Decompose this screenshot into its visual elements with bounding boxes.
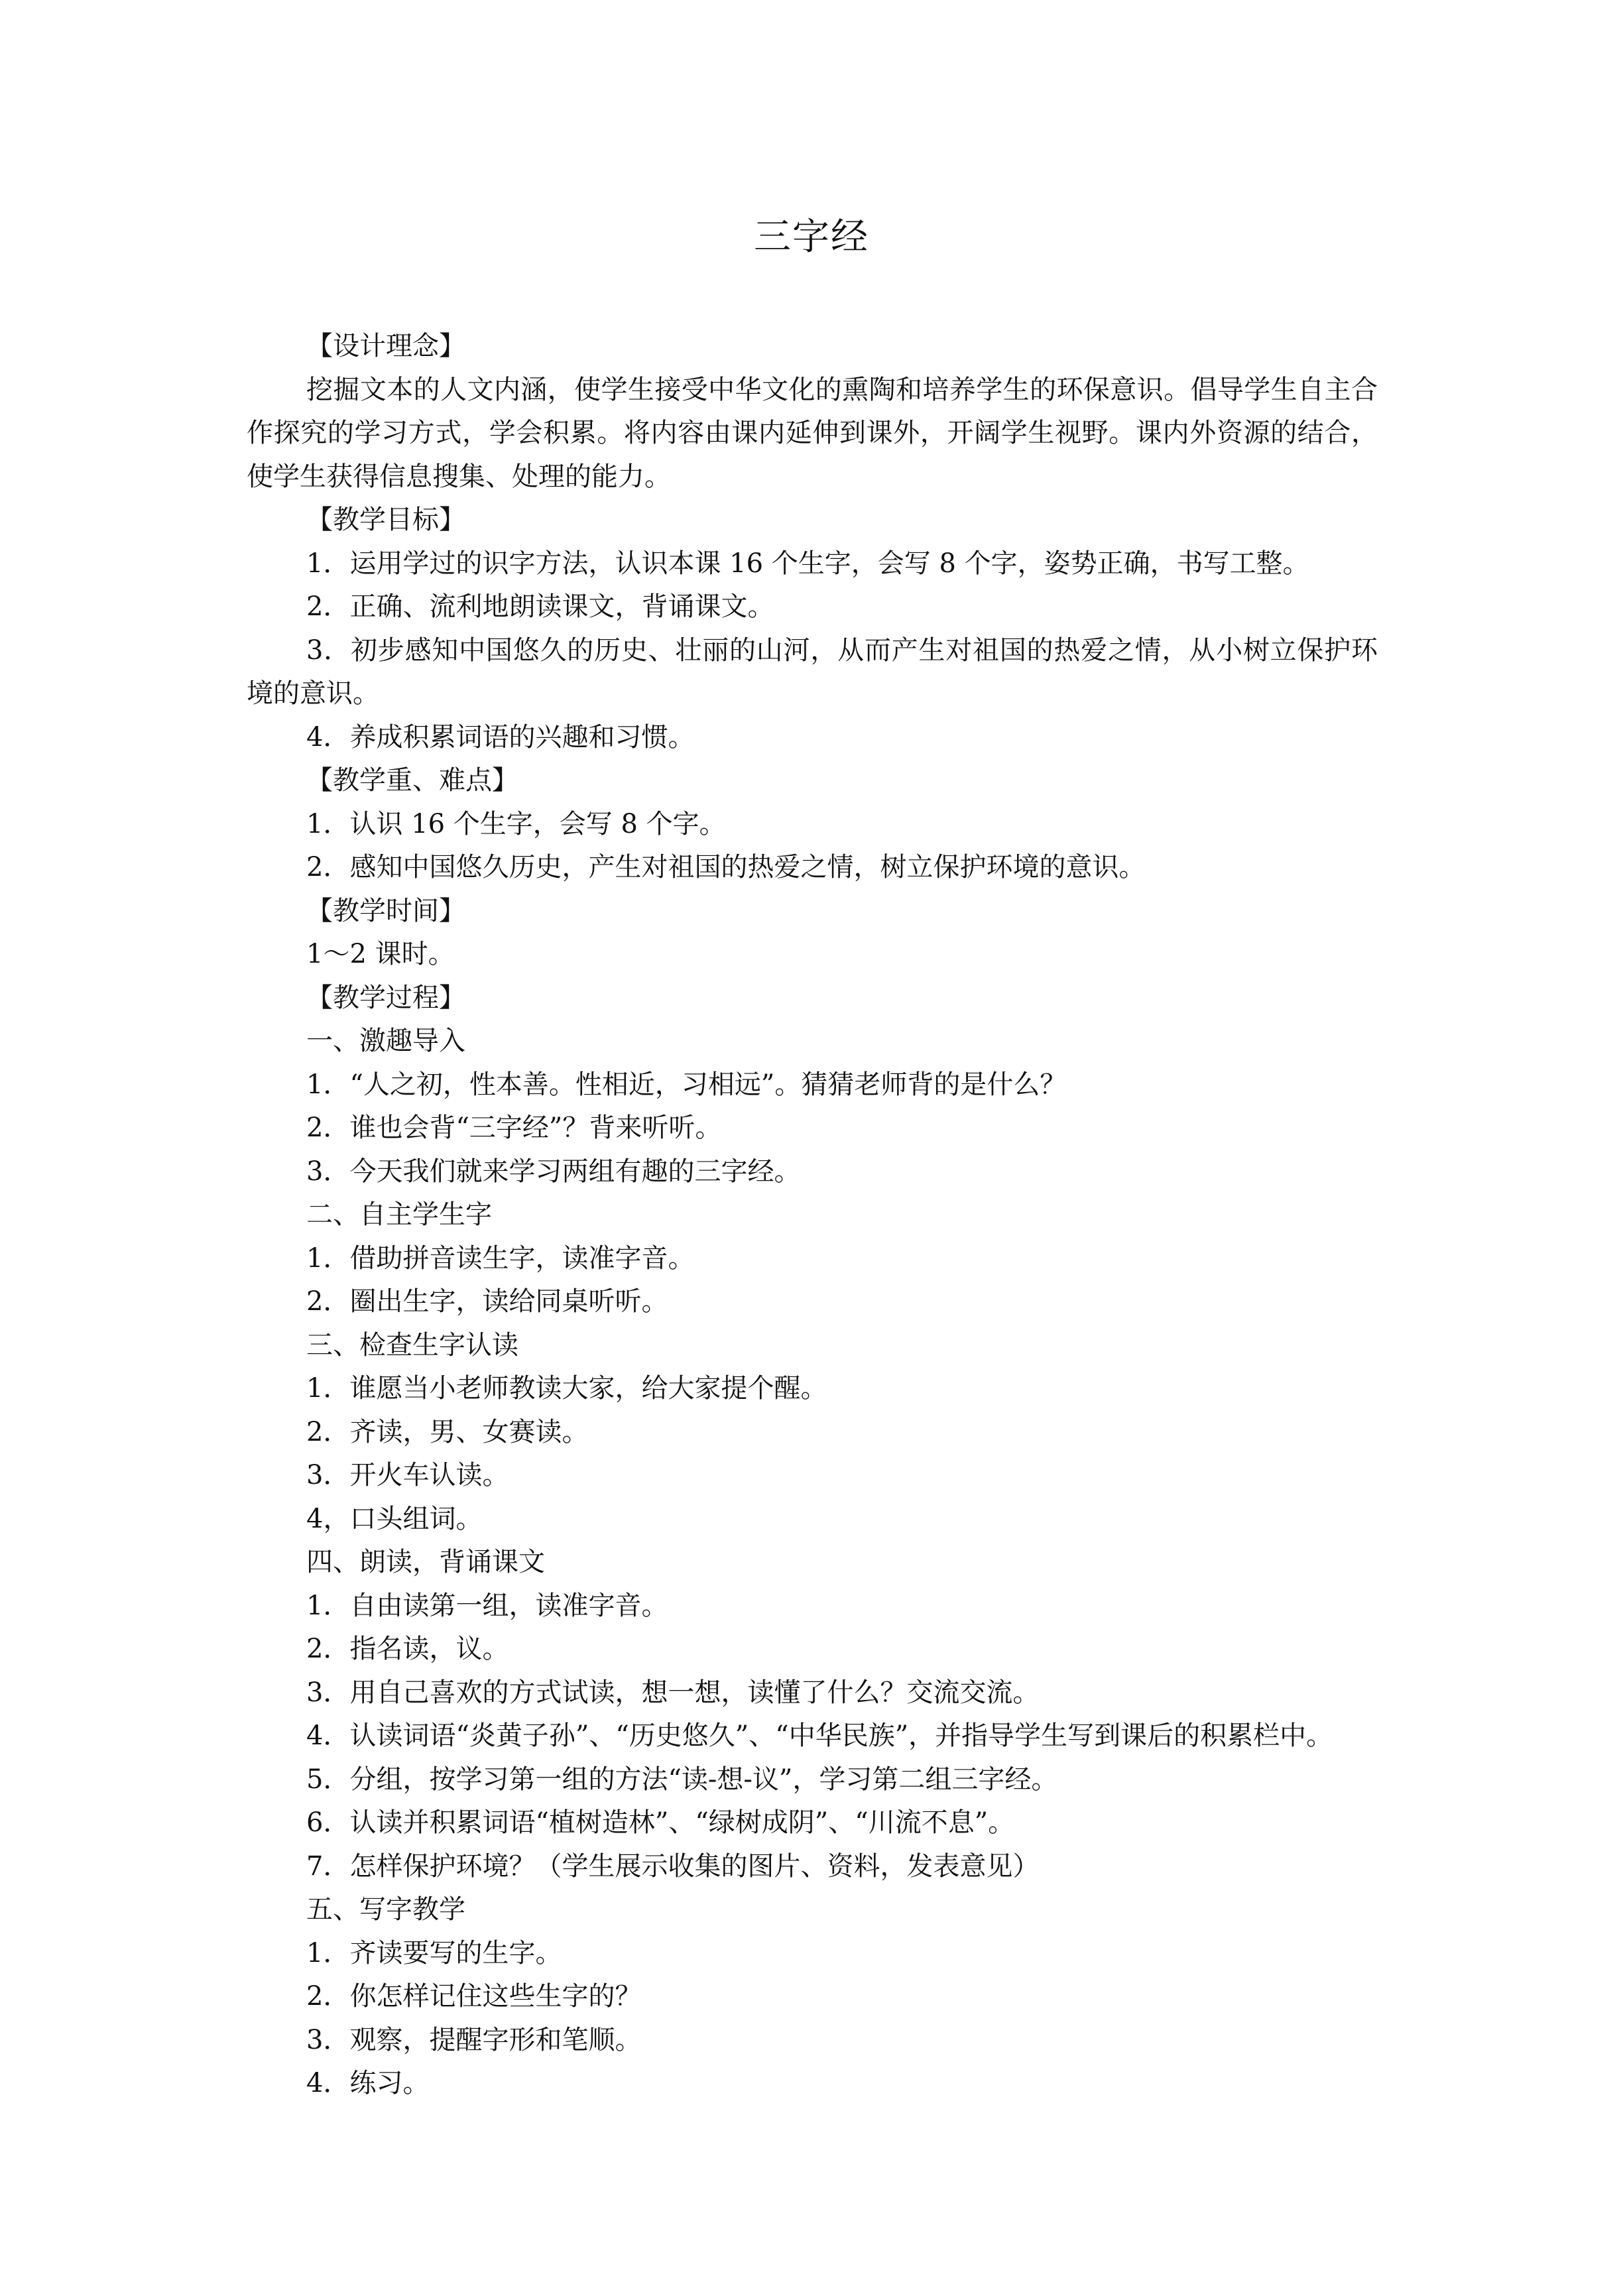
process-step-item: 2．谁也会背“三字经”？背来听听。 [306,1113,722,1143]
process-step-item: 3．用自己喜欢的方式试读，想一想，读懂了什么？交流交流。 [306,1677,1040,1708]
process-step-item: 4．认读词语“炎黄子孙”、“历史悠久”、“中华民族”，并指导学生写到课后的积累栏中。 [306,1721,1333,1751]
document-body [247,325,1378,2106]
key-point-item: 2．感知中国悠久历史，产生对祖国的热爱之情，树立保护环境的意识。 [306,852,1146,882]
goals-heading: 【教学目标】 [306,505,465,535]
process-step-heading: 一、激趣导入 [306,1026,465,1056]
process-heading: 【教学过程】 [306,982,465,1013]
process-step-item: 1．借助拼音读生字，读准字音。 [306,1242,695,1274]
goal-item: 2．正确、流利地朗读课文，背诵课文。 [306,591,774,622]
design-heading: 【设计理念】 [306,331,465,361]
process-step-item: 3．观察，提醒字形和笔顺。 [306,2024,642,2055]
goal-item: 1．运用学过的识字方法，认识本课 16 个生字，会写 8 个字，姿势正确，书写工整。 [306,548,1309,579]
goal-item: 3．初步感知中国悠久的历史、壮丽的山河，从而产生对祖国的热爱之情，从小树立保护环境的意识。 [247,634,1378,709]
process-step-item: 6．认读并积累词语“植树造林”、“绿树成阴”、“川流不息”。 [306,1807,1015,1838]
design-body: 挖掘文本的人文内涵，使学生接受中华文化的熏陶和培养学生的环保意识。倡导学生自主合作探究的学习方式，学会积累。将内容由课内延伸到课外，开阔学生视野。课内外资源的结合，使学生获得信息搜集、处理的能力。 [247,374,1378,492]
key-point-item: 1．认识 16 个生字，会写 8 个字。 [306,808,726,839]
process-step-item: 1．自由读第一组，读准字音。 [306,1590,668,1621]
process-step-heading: 三、检查生字认读 [306,1329,518,1360]
process-step-item: 2．你怎样记住这些生字的？ [306,1981,642,2012]
process-step-item: 5．分组，按学习第一组的方法“读-想-议”，学习第二组三字经。 [306,1764,1058,1795]
process-step-item: 3．开火车认读。 [306,1460,509,1490]
process-step-item: 7．怎样保护环境？（学生展示收集的图片、资料，发表意见） [306,1850,1040,1882]
process-step-item: 4．练习。 [306,2068,430,2098]
process-step-item: 2．指名读，议。 [306,1634,509,1664]
process-step-item: 1．“人之初，性本善。性相近，习相远”。猜猜老师背的是什么？ [306,1069,1067,1100]
page-title: 三字经 [754,215,869,259]
process-step-heading: 二、自主学生字 [306,1199,492,1230]
process-step-item: 2．齐读，男、女赛读。 [306,1416,589,1447]
process-step-heading: 四、朗读，背诵课文 [306,1547,545,1577]
time-body: 1～2 课时。 [306,939,455,969]
process-step-item: 1．齐读要写的生字。 [306,1937,562,1968]
goal-item: 4．养成积累词语的兴趣和习惯。 [306,721,695,753]
process-step-item: 2．圈出生字，读给同桌听听。 [306,1286,668,1317]
process-step-item: 1．谁愿当小老师教读大家，给大家提个醒。 [306,1373,827,1404]
time-heading: 【教学时间】 [306,895,465,926]
process-step-item: 3．今天我们就来学习两组有趣的三字经。 [306,1156,801,1187]
process-step-item: 4，口头组词。 [306,1503,483,1534]
key-points-heading: 【教学重、难点】 [306,765,518,796]
process-step-heading: 五、写字教学 [306,1894,465,1925]
